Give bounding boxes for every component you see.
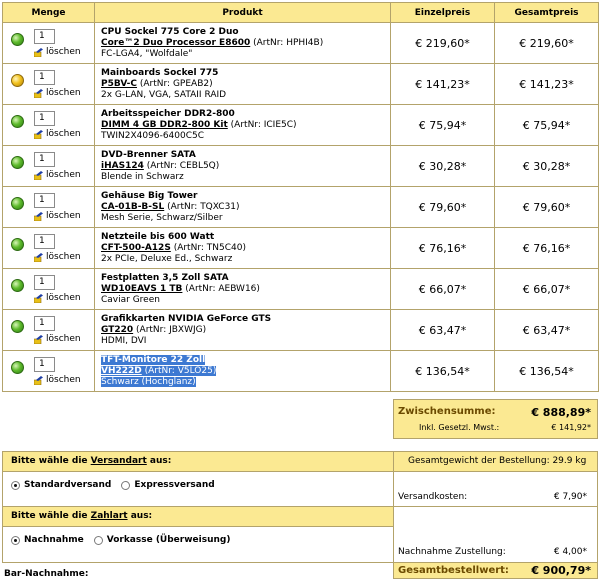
shipping-cost-value: € 7,90*: [553, 492, 587, 502]
cart-row: [3, 23, 599, 64]
product-artnr: (ArtNr: HPHI4B): [253, 37, 324, 48]
unit-price: € 79,60*: [391, 187, 495, 228]
label-standardversand[interactable]: Standardversand: [24, 480, 112, 490]
product-artnr: (ArtNr: TQXC31): [167, 201, 240, 212]
product-desc: TWIN2X4096-6400C5C: [101, 130, 205, 141]
delete-icon: [34, 335, 43, 344]
total-price: € 219,60*: [495, 23, 599, 64]
qty-cell: [3, 351, 95, 392]
unit-price: € 63,47*: [391, 310, 495, 351]
quantity-input[interactable]: [34, 111, 55, 126]
delete-icon: [34, 253, 43, 262]
subtotal-label: Zwischensumme:: [398, 406, 496, 417]
radio-nachnahme[interactable]: [11, 536, 20, 545]
product-desc: 2x PCIe, Deluxe Ed., Schwarz: [101, 253, 233, 264]
delete-icon: [34, 294, 43, 303]
product-desc: Blende in Schwarz: [101, 171, 184, 182]
unit-price: € 76,16*: [391, 228, 495, 269]
product-category: Arbeitsspeicher DDR2-800: [101, 108, 235, 119]
unit-price: € 30,28*: [391, 146, 495, 187]
product-link[interactable]: CA-01B-B-SL: [101, 201, 165, 212]
grand-total-value: € 900,79*: [531, 564, 591, 577]
availability-status-icon: [11, 279, 24, 292]
delete-label[interactable]: löschen: [46, 47, 81, 57]
header-qty: Menge: [3, 3, 95, 23]
shipping-options: [11, 480, 225, 490]
payment-cost-label: Nachnahme Zustellung:: [398, 547, 506, 557]
delete-button[interactable]: [34, 375, 81, 385]
grand-total-label: Gesamtbestellwert:: [398, 565, 509, 576]
availability-status-icon: [11, 115, 24, 128]
delete-button[interactable]: [34, 293, 81, 303]
product-artnr: (ArtNr: CEBL5Q): [146, 160, 220, 171]
radio-standardversand[interactable]: [11, 481, 20, 490]
delete-icon: [34, 48, 43, 57]
weight-text: Gesamtgewicht der Bestellung: 29.9 kg: [408, 456, 587, 466]
payment-header: [3, 507, 394, 527]
total-price: € 136,54*: [495, 351, 599, 392]
header-unit-price: Einzelpreis: [391, 3, 495, 23]
quantity-input[interactable]: [34, 275, 55, 290]
subtotal-value: € 888,89*: [531, 406, 591, 419]
delete-icon: [34, 130, 43, 139]
product-artnr: (ArtNr: JBXWJG): [136, 324, 207, 335]
product-desc: Caviar Green: [101, 294, 160, 305]
cart-row: [3, 146, 599, 187]
unit-price: € 141,23*: [391, 64, 495, 105]
product-desc: 2x G-LAN, VGA, SATAII RAID: [101, 89, 227, 100]
quantity-input[interactable]: [34, 316, 55, 331]
quantity-input[interactable]: [34, 29, 55, 44]
unit-price: € 219,60*: [391, 23, 495, 64]
shipping-header-prefix: Bitte wähle die: [11, 456, 91, 466]
product-desc: Mesh Serie, Schwarz/Silber: [101, 212, 223, 223]
product-category: DVD-Brenner SATA: [101, 149, 196, 160]
availability-status-icon: [11, 238, 24, 251]
payment-header-suffix: aus:: [127, 511, 153, 521]
availability-status-icon: [11, 197, 24, 210]
delete-button[interactable]: [34, 47, 81, 57]
product-cell: [95, 310, 391, 351]
product-link[interactable]: GT220: [101, 324, 134, 335]
shipping-header-suffix: aus:: [146, 456, 172, 466]
product-artnr: (ArtNr: AEBW16): [185, 283, 260, 294]
delete-icon: [34, 171, 43, 180]
total-price: € 30,28*: [495, 146, 599, 187]
qty-cell: [3, 310, 95, 351]
qty-cell: [3, 269, 95, 310]
cart-row: [3, 351, 599, 392]
payment-cost-value: € 4,00*: [553, 547, 587, 557]
delete-button[interactable]: [34, 88, 81, 98]
vat-value: € 141,92*: [551, 423, 591, 432]
cart-row: [3, 64, 599, 105]
cart-header-row: [3, 3, 599, 23]
shipping-divider: [393, 452, 394, 506]
shipping-header: [3, 452, 394, 472]
product-cell: [95, 23, 391, 64]
cart-row: [3, 228, 599, 269]
delete-label[interactable]: löschen: [46, 375, 81, 385]
product-link[interactable]: P5BV-C: [101, 78, 138, 89]
grand-total-box: [393, 563, 598, 579]
qty-cell: [3, 228, 95, 269]
product-category: Netzteile bis 600 Watt: [101, 231, 215, 242]
delete-label[interactable]: löschen: [46, 170, 81, 180]
availability-status-icon: [11, 361, 24, 374]
delete-icon: [34, 212, 43, 221]
qty-cell: [3, 146, 95, 187]
quantity-input[interactable]: [34, 234, 55, 249]
delete-icon: [34, 376, 43, 385]
total-price: € 79,60*: [495, 187, 599, 228]
product-cell: [95, 351, 391, 392]
payment-method-link[interactable]: Zahlart: [90, 511, 128, 521]
unit-price: € 136,54*: [391, 351, 495, 392]
delete-label[interactable]: löschen: [46, 88, 81, 98]
product-link[interactable]: WD10EAVS 1 TB: [101, 283, 183, 294]
quantity-input[interactable]: [34, 70, 55, 85]
cart-table: [2, 2, 599, 392]
product-artnr: (ArtNr: V5LO25): [144, 365, 217, 376]
payment-header-text: [11, 511, 152, 521]
product-link[interactable]: CFT-500-A12S: [101, 242, 171, 253]
payment-header-prefix: Bitte wähle die: [11, 511, 91, 521]
total-price: € 141,23*: [495, 64, 599, 105]
product-cell: [95, 105, 391, 146]
cart-row: [3, 310, 599, 351]
product-artnr: (ArtNr: GPEAB2): [139, 78, 213, 89]
weight-header: [394, 452, 597, 472]
availability-status-icon: [11, 74, 24, 87]
product-link[interactable]: VH222D: [101, 365, 142, 376]
label-expressversand[interactable]: Expressversand: [134, 480, 215, 490]
shipping-cost-label: Versandkosten:: [398, 492, 468, 502]
total-price: € 75,94*: [495, 105, 599, 146]
product-cell: [95, 187, 391, 228]
product-desc: Schwarz (Hochglanz): [101, 376, 196, 387]
payment-options: [11, 535, 240, 545]
product-desc: HDMI, DVI: [101, 335, 147, 346]
cart-row: [3, 105, 599, 146]
delete-button[interactable]: [34, 129, 81, 139]
qty-cell: [3, 64, 95, 105]
delete-button[interactable]: [34, 252, 81, 262]
qty-cell: [3, 23, 95, 64]
radio-vorkasse[interactable]: [94, 536, 103, 545]
qty-cell: [3, 105, 95, 146]
footer-title: Bar-Nachnahme:: [4, 569, 89, 579]
availability-status-icon: [11, 320, 24, 333]
total-price: € 63,47*: [495, 310, 599, 351]
header-total-price: Gesamtpreis: [495, 3, 599, 23]
total-price: € 66,07*: [495, 269, 599, 310]
product-artnr: (ArtNr: ICIE5C): [230, 119, 297, 130]
quantity-input[interactable]: [34, 193, 55, 208]
vat-label: Inkl. Gesetzl. Mwst.:: [419, 423, 500, 432]
product-category: Festplatten 3,5 Zoll SATA: [101, 272, 229, 283]
unit-price: € 66,07*: [391, 269, 495, 310]
product-link[interactable]: iHAS124: [101, 160, 144, 171]
product-link[interactable]: Core™2 Duo Processor E8600: [101, 37, 251, 48]
product-link[interactable]: DIMM 4 GB DDR2-800 Kit: [101, 119, 228, 130]
product-category: Mainboards Sockel 775: [101, 67, 219, 78]
payment-divider: [393, 507, 394, 562]
shipping-header-text: [11, 456, 171, 466]
delete-label[interactable]: löschen: [46, 129, 81, 139]
shipping-panel: [2, 451, 598, 507]
delete-label[interactable]: löschen: [46, 334, 81, 344]
delete-label[interactable]: löschen: [46, 293, 81, 303]
product-cell: [95, 269, 391, 310]
subtotal-box: [393, 399, 598, 439]
product-category: CPU Sockel 775 Core 2 Duo: [101, 26, 239, 37]
product-desc: FC-LGA4, "Wolfdale": [101, 48, 193, 59]
radio-expressversand[interactable]: [121, 481, 130, 490]
total-price: € 76,16*: [495, 228, 599, 269]
header-product: Produkt: [95, 3, 391, 23]
product-category: TFT-Monitore 22 Zoll: [101, 354, 206, 365]
availability-status-icon: [11, 156, 24, 169]
delete-button[interactable]: [34, 211, 81, 221]
unit-price: € 75,94*: [391, 105, 495, 146]
quantity-input[interactable]: [34, 357, 55, 372]
product-cell: [95, 228, 391, 269]
product-cell: [95, 146, 391, 187]
product-category: Gehäuse Big Tower: [101, 190, 198, 201]
shipping-method-link[interactable]: Versandart: [90, 456, 147, 466]
cart-row: [3, 187, 599, 228]
product-artnr: (ArtNr: TN5C40): [173, 242, 246, 253]
cart-row: [3, 269, 599, 310]
delete-button[interactable]: [34, 334, 81, 344]
quantity-input[interactable]: [34, 152, 55, 167]
product-cell: [95, 64, 391, 105]
qty-cell: [3, 187, 95, 228]
payment-panel: [2, 507, 598, 563]
label-nachnahme[interactable]: Nachnahme: [24, 535, 84, 545]
delete-icon: [34, 89, 43, 98]
label-vorkasse[interactable]: Vorkasse (Überweisung): [106, 535, 231, 545]
delete-label[interactable]: löschen: [46, 252, 81, 262]
product-category: Grafikkarten NVIDIA GeForce GTS: [101, 313, 272, 324]
availability-status-icon: [11, 33, 24, 46]
delete-button[interactable]: [34, 170, 81, 180]
delete-label[interactable]: löschen: [46, 211, 81, 221]
